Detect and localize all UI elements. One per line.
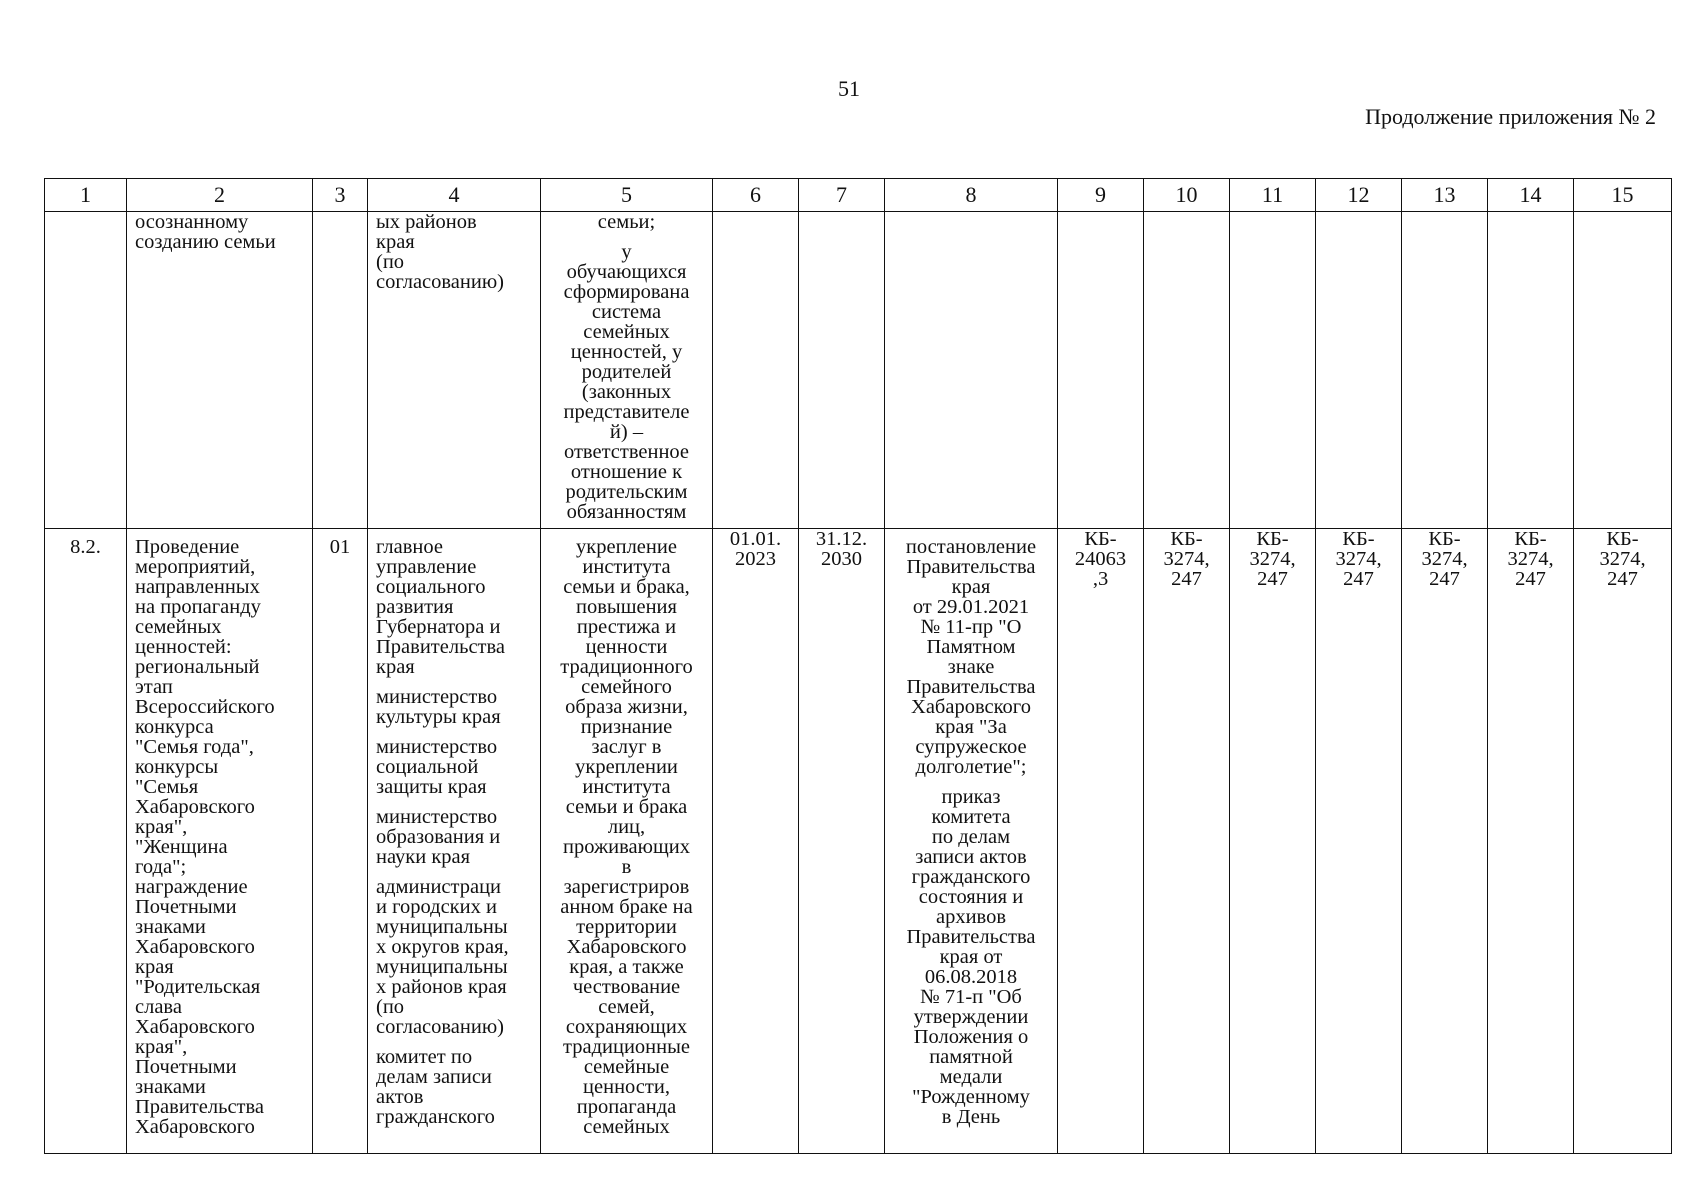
column-header: 1 — [45, 179, 127, 212]
column-number-row — [45, 179, 1672, 212]
column-header: 6 — [713, 179, 799, 212]
page-number: 51 — [838, 76, 860, 101]
cell-col8 — [885, 212, 1058, 529]
funding-col12: КБ- 3274, 247 — [1316, 529, 1402, 1154]
funding-col15: КБ- 3274, 247 — [1574, 529, 1672, 1154]
start-date: 01.01. 2023 — [713, 529, 799, 1154]
table-row-8-2 — [45, 529, 1672, 1154]
cell-col2: осознанному созданию семьи — [127, 212, 313, 529]
cell-col5: семьи; у обучающихся сформирована система семейных ценностей, у родителей (законных представителе й) – ответственное отношение к родительским обязанностям — [541, 212, 713, 529]
funding-col10: КБ- 3274, 247 — [1144, 529, 1230, 1154]
funding-col14: КБ- 3274, 247 — [1488, 529, 1574, 1154]
funding-col11: КБ- 3274, 247 — [1230, 529, 1316, 1154]
cell-col11 — [1230, 212, 1316, 529]
cell-col4: ых районов края (по согласованию) — [368, 212, 541, 529]
column-header: 13 — [1402, 179, 1488, 212]
event-description: Проведение мероприятий, направленных на пропаганду семейных ценностей: региональный этап Всероссийского конкурса "Семья года", конкурсы "Семья Хабаровского края", "Женщина года"; награждение Почетными знаками Хабаровского края "Родительская слава Хабаровского края", Почетными знаками Правительства Хабаровского — [127, 529, 313, 1154]
row-number: 8.2. — [45, 529, 127, 1154]
cell-col1 — [45, 212, 127, 529]
column-header: 14 — [1488, 179, 1574, 212]
table-row-continued — [45, 212, 1672, 529]
column-header: 5 — [541, 179, 713, 212]
cell-col10 — [1144, 212, 1230, 529]
cell-col9 — [1058, 212, 1144, 529]
column-header: 8 — [885, 179, 1058, 212]
cell-col12 — [1316, 212, 1402, 529]
task-code: 01 — [313, 529, 368, 1154]
cell-col15 — [1574, 212, 1672, 529]
funding-col9: КБ- 24063 ,3 — [1058, 529, 1144, 1154]
cell-col6 — [713, 212, 799, 529]
responsible-executors: главное управление социального развития Губернатора и Правительства края министерство культуры края министерство социальной защиты края министерство образования и науки края администраци и городских и муниципальны х округов края, муниципальны х районов края (по согласованию) комитет по делам записи актов гражданского — [368, 529, 541, 1154]
end-date: 31.12. 2030 — [799, 529, 885, 1154]
cell-col14 — [1488, 212, 1574, 529]
column-header: 7 — [799, 179, 885, 212]
cell-col7 — [799, 212, 885, 529]
funding-col13: КБ- 3274, 247 — [1402, 529, 1488, 1154]
column-header: 15 — [1574, 179, 1672, 212]
column-header: 2 — [127, 179, 313, 212]
expected-results: укрепление института семьи и брака, повышения престижа и ценности традиционного семейного образа жизни, признание заслуг в укреплении института семьи и брака лиц, проживающих в зарегистриров анном браке на территории Хабаровского края, а также чествование семей, сохраняющих традиционные семейные ценности, пропаганда семейных — [541, 529, 713, 1154]
cell-col3 — [313, 212, 368, 529]
appendix-continuation-note: Продолжение приложения № 2 — [1365, 104, 1656, 129]
column-header: 12 — [1316, 179, 1402, 212]
column-header: 4 — [368, 179, 541, 212]
column-header: 10 — [1144, 179, 1230, 212]
column-header: 9 — [1058, 179, 1144, 212]
column-header: 3 — [313, 179, 368, 212]
program-table — [44, 178, 1672, 1154]
column-header: 11 — [1230, 179, 1316, 212]
cell-col13 — [1402, 212, 1488, 529]
legal-basis: постановление Правительства края от 29.01.2021 № 11-пр "О Памятном знаке Правительства Хабаровского края "За супружеское долголетие"; приказ комитета по делам записи актов гражданского состояния и архивов Правительства края от 06.08.2018 № 71-п "Об утверждении Положения о памятной медали "Рожденному в День — [885, 529, 1058, 1154]
